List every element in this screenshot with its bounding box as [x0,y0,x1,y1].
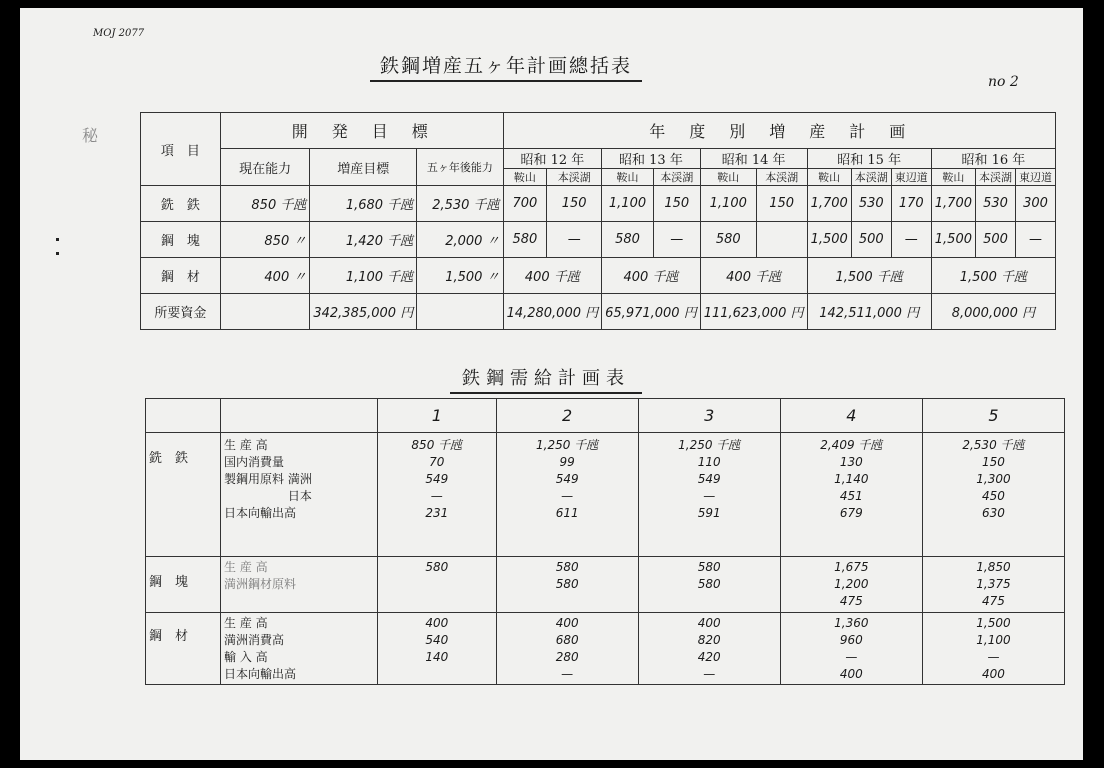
header-goal: 増産目標 [310,149,417,186]
value: 280 [555,650,579,664]
value: — [703,667,716,681]
cell: — [547,222,602,258]
value: 420 [697,650,721,664]
group-label: 銑 鉄 [146,433,221,557]
value: — [987,650,1000,664]
row-label: 鋼 塊 [141,222,221,258]
cell-current: 400 〃 [220,258,310,294]
cell-after5: 2,000 〃 [417,222,503,258]
value: 400 [425,616,449,630]
value: 150 [981,455,1005,469]
value: 1,500 [976,616,1011,630]
cell-after5 [417,294,503,330]
item-label: 生 産 高 [224,616,268,630]
value: 591 [697,506,721,520]
value: 110 [697,455,721,469]
value: 680 [555,633,579,647]
cell: 1,700 [807,186,851,222]
row-label: 所要資金 [141,294,221,330]
value: 580 [425,560,449,574]
value: 231 [425,506,449,520]
column-header: 2 [496,399,638,433]
cell: 500 [851,222,891,258]
place-header: 鞍山 [807,169,851,186]
binding-mark [56,238,59,241]
value: 850 千瓲 [411,438,463,452]
value: 475 [981,594,1005,608]
value-column [780,613,922,685]
item-list [221,557,378,613]
value-column [780,433,922,557]
table-row [141,258,1056,294]
supply-demand-table [145,398,1065,685]
value: 580 [555,560,579,574]
header-after5: 五ヶ年後能力 [417,149,503,186]
item-label: 日本向輸出高 [224,506,297,520]
header-item: 項 目 [141,113,221,186]
table-row [141,222,1056,258]
table-row [141,186,1056,222]
cell: 400 千瓲 [602,258,701,294]
value: — [561,489,574,503]
cell: 150 [653,186,700,222]
value: 820 [697,633,721,647]
cell: 65,971,000 円 [602,294,701,330]
value: 630 [981,506,1005,520]
value: 580 [555,577,579,591]
group-label: 鋼 塊 [146,557,221,613]
year-header: 昭和 12 年 [503,149,602,169]
row-label: 鋼 材 [141,258,221,294]
cell: 500 [976,222,1016,258]
cell: 1,100 [602,186,654,222]
value: 549 [425,472,449,486]
value: 1,250 千瓲 [678,438,741,452]
cell: 530 [976,186,1016,222]
cell-current: 850 千瓲 [220,186,310,222]
value: — [703,489,716,503]
cell: 150 [756,186,807,222]
header-yearly: 年 度 別 増 産 計 画 [503,113,1055,149]
value: — [561,667,574,681]
year-header: 昭和 16 年 [931,149,1055,169]
cell: 580 [700,222,756,258]
value-column [496,433,638,557]
row-label: 銑 鉄 [141,186,221,222]
item-label: 満洲鋼材原料 [224,577,297,591]
value: 1,300 [976,472,1011,486]
place-header: 鞍山 [700,169,756,186]
cell: 170 [891,186,931,222]
cell: 111,623,000 円 [700,294,807,330]
place-header: 本渓湖 [851,169,891,186]
table-row [141,294,1056,330]
value: 960 [839,633,863,647]
place-header: 本渓湖 [547,169,602,186]
item-list [221,433,378,557]
secret-stamp: 秘 [82,126,99,145]
cell-after5: 1,500 〃 [417,258,503,294]
cell: 1,500 [807,222,851,258]
cell: 1,100 [700,186,756,222]
value: 1,360 [834,616,869,630]
place-header: 本渓湖 [653,169,700,186]
group-label: 鋼 材 [146,613,221,685]
table-row [146,433,1065,557]
page-number: no 2 [988,74,1019,90]
cell: 14,280,000 円 [503,294,602,330]
document-sheet [20,8,1083,760]
value: 1,100 [976,633,1011,647]
cell [756,222,807,258]
value: 580 [697,560,721,574]
plan-title: 鉄鋼増産五ヶ年計画總括表 [370,51,642,82]
value: 540 [425,633,449,647]
value: 1,200 [834,577,869,591]
column-header: 1 [378,399,497,433]
cell: 530 [851,186,891,222]
cell: 1,500 千瓲 [931,258,1055,294]
column-header: 3 [638,399,780,433]
place-header: 東辺道 [1016,169,1056,186]
value-column [922,613,1064,685]
cell-goal: 1,100 千瓲 [310,258,417,294]
year-header: 昭和 14 年 [700,149,807,169]
year-header: 昭和 13 年 [602,149,701,169]
cell: 400 千瓲 [503,258,602,294]
value: 1,850 [976,560,1011,574]
item-label [224,593,374,610]
place-header: 鞍山 [503,169,547,186]
value: 1,250 千瓲 [536,438,599,452]
place-header: 鞍山 [931,169,975,186]
value: 400 [981,667,1005,681]
table-row [146,557,1065,613]
header-current: 現在能力 [220,149,310,186]
item-label: 国内消費量 [224,455,285,469]
value-column [378,613,497,685]
value-column [378,433,497,557]
cell-goal: 1,680 千瓲 [310,186,417,222]
item-label: 生 産 高 [224,560,268,574]
header-target: 開 発 目 標 [220,113,503,149]
cell: 1,500 [931,222,975,258]
value: — [430,489,443,503]
value: 99 [559,455,575,469]
value: 140 [425,650,449,664]
value: 1,375 [976,577,1011,591]
cell: — [891,222,931,258]
supply-title: 鉄鋼需給計画表 [450,364,642,394]
cell: 1,500 千瓲 [807,258,931,294]
place-header: 鞍山 [602,169,654,186]
value: 1,140 [834,472,869,486]
cell-goal: 1,420 千瓲 [310,222,417,258]
value: 580 [697,577,721,591]
place-header: 東辺道 [891,169,931,186]
value-column [922,557,1064,613]
value: 400 [555,616,579,630]
item-list [221,613,378,685]
item-label: 輸 入 高 [224,650,268,664]
cell: 580 [503,222,547,258]
item-label: 日本向輸出高 [224,667,297,681]
document-reference: MOJ 2077 [93,28,145,39]
value: 611 [555,506,579,520]
binding-mark [56,252,59,255]
cell-goal: 342,385,000 円 [310,294,417,330]
year-header: 昭和 15 年 [807,149,931,169]
column-header: 5 [922,399,1064,433]
value: 70 [429,455,445,469]
column-header: 4 [780,399,922,433]
value-column [378,557,497,613]
value: — [845,650,858,664]
cell: 400 千瓲 [700,258,807,294]
value-column [638,557,780,613]
cell: 150 [547,186,602,222]
cell: 300 [1016,186,1056,222]
value: 1,675 [834,560,869,574]
value: 2,409 千瓲 [820,438,883,452]
value: 400 [697,616,721,630]
value: 2,530 千瓲 [962,438,1025,452]
item-label: 日本 [224,489,312,503]
value: 130 [839,455,863,469]
item-label: 製鋼用原料 満洲 [224,472,312,486]
blank-header [146,399,221,433]
value-column [496,613,638,685]
item-label: 生 産 高 [224,438,268,452]
cell: 142,511,000 円 [807,294,931,330]
cell: 580 [602,222,654,258]
production-plan-table [140,112,1056,330]
blank-header [221,399,378,433]
value: 475 [839,594,863,608]
value: 400 [839,667,863,681]
value-column [496,557,638,613]
value-column [638,433,780,557]
value-column [922,433,1064,557]
cell: 1,700 [931,186,975,222]
cell: 8,000,000 円 [931,294,1055,330]
value: 679 [839,506,863,520]
cell-current [220,294,310,330]
cell: 700 [503,186,547,222]
value-column [780,557,922,613]
value: 451 [839,489,863,503]
cell: — [1016,222,1056,258]
value: 450 [981,489,1005,503]
cell: — [653,222,700,258]
place-header: 本渓湖 [756,169,807,186]
place-header: 本渓湖 [976,169,1016,186]
item-label: 満洲消費高 [224,633,285,647]
cell-current: 850 〃 [220,222,310,258]
table-row [146,613,1065,685]
value: 549 [697,472,721,486]
value: 549 [555,472,579,486]
value-column [638,613,780,685]
cell-after5: 2,530 千瓲 [417,186,503,222]
